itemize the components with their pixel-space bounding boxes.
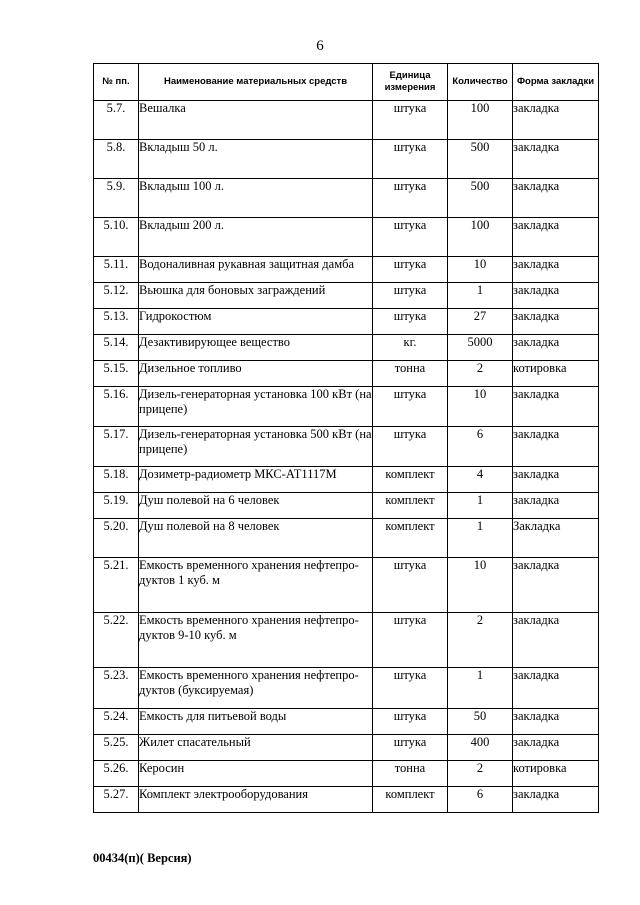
row-qty: 5000 — [448, 335, 513, 361]
row-qty: 10 — [448, 257, 513, 283]
row-qty: 10 — [448, 558, 513, 613]
row-form: закладка — [513, 613, 599, 668]
row-unit: штука — [373, 283, 448, 309]
row-qty: 1 — [448, 493, 513, 519]
row-form: закладка — [513, 335, 599, 361]
row-num: 5.16. — [94, 387, 139, 427]
row-unit: комплект — [373, 493, 448, 519]
row-unit: штука — [373, 218, 448, 257]
row-name: Вешалка — [139, 101, 373, 140]
row-unit: кг. — [373, 335, 448, 361]
row-name: Дезактивирующее вещество — [139, 335, 373, 361]
row-num: 5.21. — [94, 558, 139, 613]
table-row — [94, 101, 599, 140]
row-form: закладка — [513, 257, 599, 283]
page-number: 6 — [316, 38, 324, 54]
table-row — [94, 257, 599, 283]
row-unit: штука — [373, 613, 448, 668]
row-form: Закладка — [513, 519, 599, 558]
table-row — [94, 493, 599, 519]
row-form: закладка — [513, 179, 599, 218]
row-unit: штука — [373, 257, 448, 283]
row-name: Емкость временного хранения нефтепро-дуктов 1 куб. м — [139, 558, 373, 613]
row-form: закладка — [513, 787, 599, 813]
table-row — [94, 218, 599, 257]
row-name: Гидрокостюм — [139, 309, 373, 335]
row-unit: комплект — [373, 519, 448, 558]
table-row — [94, 519, 599, 558]
row-num: 5.19. — [94, 493, 139, 519]
row-form: закладка — [513, 735, 599, 761]
table-row — [94, 558, 599, 613]
table-row — [94, 283, 599, 309]
row-qty: 10 — [448, 387, 513, 427]
row-num: 5.15. — [94, 361, 139, 387]
header-qty: Количество — [448, 64, 513, 101]
row-name: Жилет спасательный — [139, 735, 373, 761]
table-row — [94, 709, 599, 735]
row-num: 5.24. — [94, 709, 139, 735]
row-num: 5.17. — [94, 427, 139, 467]
row-form: закладка — [513, 709, 599, 735]
row-unit: штука — [373, 558, 448, 613]
row-form: закладка — [513, 558, 599, 613]
row-unit: штука — [373, 427, 448, 467]
row-num: 5.23. — [94, 668, 139, 709]
row-num: 5.25. — [94, 735, 139, 761]
row-form: закладка — [513, 218, 599, 257]
row-qty: 500 — [448, 179, 513, 218]
row-name: Емкость временного хранения нефтепро-дуктов (буксируемая) — [139, 668, 373, 709]
row-num: 5.10. — [94, 218, 139, 257]
row-num: 5.11. — [94, 257, 139, 283]
row-qty: 4 — [448, 467, 513, 493]
table-row — [94, 761, 599, 787]
row-qty: 50 — [448, 709, 513, 735]
table-row — [94, 309, 599, 335]
row-form: закладка — [513, 668, 599, 709]
row-num: 5.7. — [94, 101, 139, 140]
row-num: 5.26. — [94, 761, 139, 787]
table-row — [94, 787, 599, 813]
row-name: Дизель-генераторная установка 100 кВт (на прицепе) — [139, 387, 373, 427]
row-name: Дозиметр-радиометр МКС-АТ1117М — [139, 467, 373, 493]
row-name: Дизель-генераторная установка 500 кВт (на прицепе) — [139, 427, 373, 467]
row-qty: 100 — [448, 101, 513, 140]
row-qty: 2 — [448, 361, 513, 387]
row-qty: 100 — [448, 218, 513, 257]
row-qty: 2 — [448, 613, 513, 668]
row-unit: штука — [373, 668, 448, 709]
header-name: Наименование материальных средств — [139, 64, 373, 101]
table-row — [94, 179, 599, 218]
row-unit: штука — [373, 309, 448, 335]
row-unit: штука — [373, 387, 448, 427]
table-row — [94, 335, 599, 361]
row-unit: штука — [373, 735, 448, 761]
table-row — [94, 613, 599, 668]
row-num: 5.8. — [94, 140, 139, 179]
row-num: 5.13. — [94, 309, 139, 335]
row-form: закладка — [513, 467, 599, 493]
row-qty: 6 — [448, 787, 513, 813]
row-num: 5.12. — [94, 283, 139, 309]
row-qty: 1 — [448, 668, 513, 709]
header-unit: Единица измерения — [373, 64, 448, 101]
row-num: 5.22. — [94, 613, 139, 668]
row-form: котировка — [513, 361, 599, 387]
row-num: 5.9. — [94, 179, 139, 218]
table-row — [94, 668, 599, 709]
row-name: Душ полевой на 8 человек — [139, 519, 373, 558]
table-row — [94, 140, 599, 179]
row-unit: штука — [373, 140, 448, 179]
table-header-row — [94, 64, 599, 101]
row-name: Керосин — [139, 761, 373, 787]
row-num: 5.20. — [94, 519, 139, 558]
row-qty: 1 — [448, 519, 513, 558]
header-num: № пп. — [94, 64, 139, 101]
row-unit: тонна — [373, 761, 448, 787]
row-name: Водоналивная рукавная защитная дамба — [139, 257, 373, 283]
row-name: Вкладыш 100 л. — [139, 179, 373, 218]
row-form: котировка — [513, 761, 599, 787]
row-name: Вкладыш 200 л. — [139, 218, 373, 257]
row-qty: 2 — [448, 761, 513, 787]
row-qty: 400 — [448, 735, 513, 761]
row-unit: комплект — [373, 467, 448, 493]
row-name: Дизельное топливо — [139, 361, 373, 387]
row-form: закладка — [513, 493, 599, 519]
row-name: Емкость временного хранения нефтепро-дуктов 9-10 куб. м — [139, 613, 373, 668]
materials-table — [93, 63, 599, 813]
row-name: Емкость для питьевой воды — [139, 709, 373, 735]
row-form: закладка — [513, 101, 599, 140]
row-unit: штука — [373, 101, 448, 140]
table-row — [94, 427, 599, 467]
row-num: 5.27. — [94, 787, 139, 813]
row-name: Комплект электрооборудования — [139, 787, 373, 813]
row-form: закладка — [513, 427, 599, 467]
row-unit: штука — [373, 709, 448, 735]
table-row — [94, 361, 599, 387]
row-unit: тонна — [373, 361, 448, 387]
table-row — [94, 387, 599, 427]
row-num: 5.14. — [94, 335, 139, 361]
row-unit: штука — [373, 179, 448, 218]
row-form: закладка — [513, 283, 599, 309]
row-unit: комплект — [373, 787, 448, 813]
row-qty: 27 — [448, 309, 513, 335]
row-num: 5.18. — [94, 467, 139, 493]
row-form: закладка — [513, 309, 599, 335]
table-row — [94, 467, 599, 493]
row-qty: 500 — [448, 140, 513, 179]
row-form: закладка — [513, 140, 599, 179]
document-footer: 00434(п)( Версия) — [93, 851, 192, 865]
row-name: Вкладыш 50 л. — [139, 140, 373, 179]
header-form: Форма закладки — [513, 64, 599, 101]
row-form: закладка — [513, 387, 599, 427]
row-qty: 1 — [448, 283, 513, 309]
row-name: Душ полевой на 6 человек — [139, 493, 373, 519]
table-row — [94, 735, 599, 761]
row-qty: 6 — [448, 427, 513, 467]
row-name: Вьюшка для боновых заграждений — [139, 283, 373, 309]
